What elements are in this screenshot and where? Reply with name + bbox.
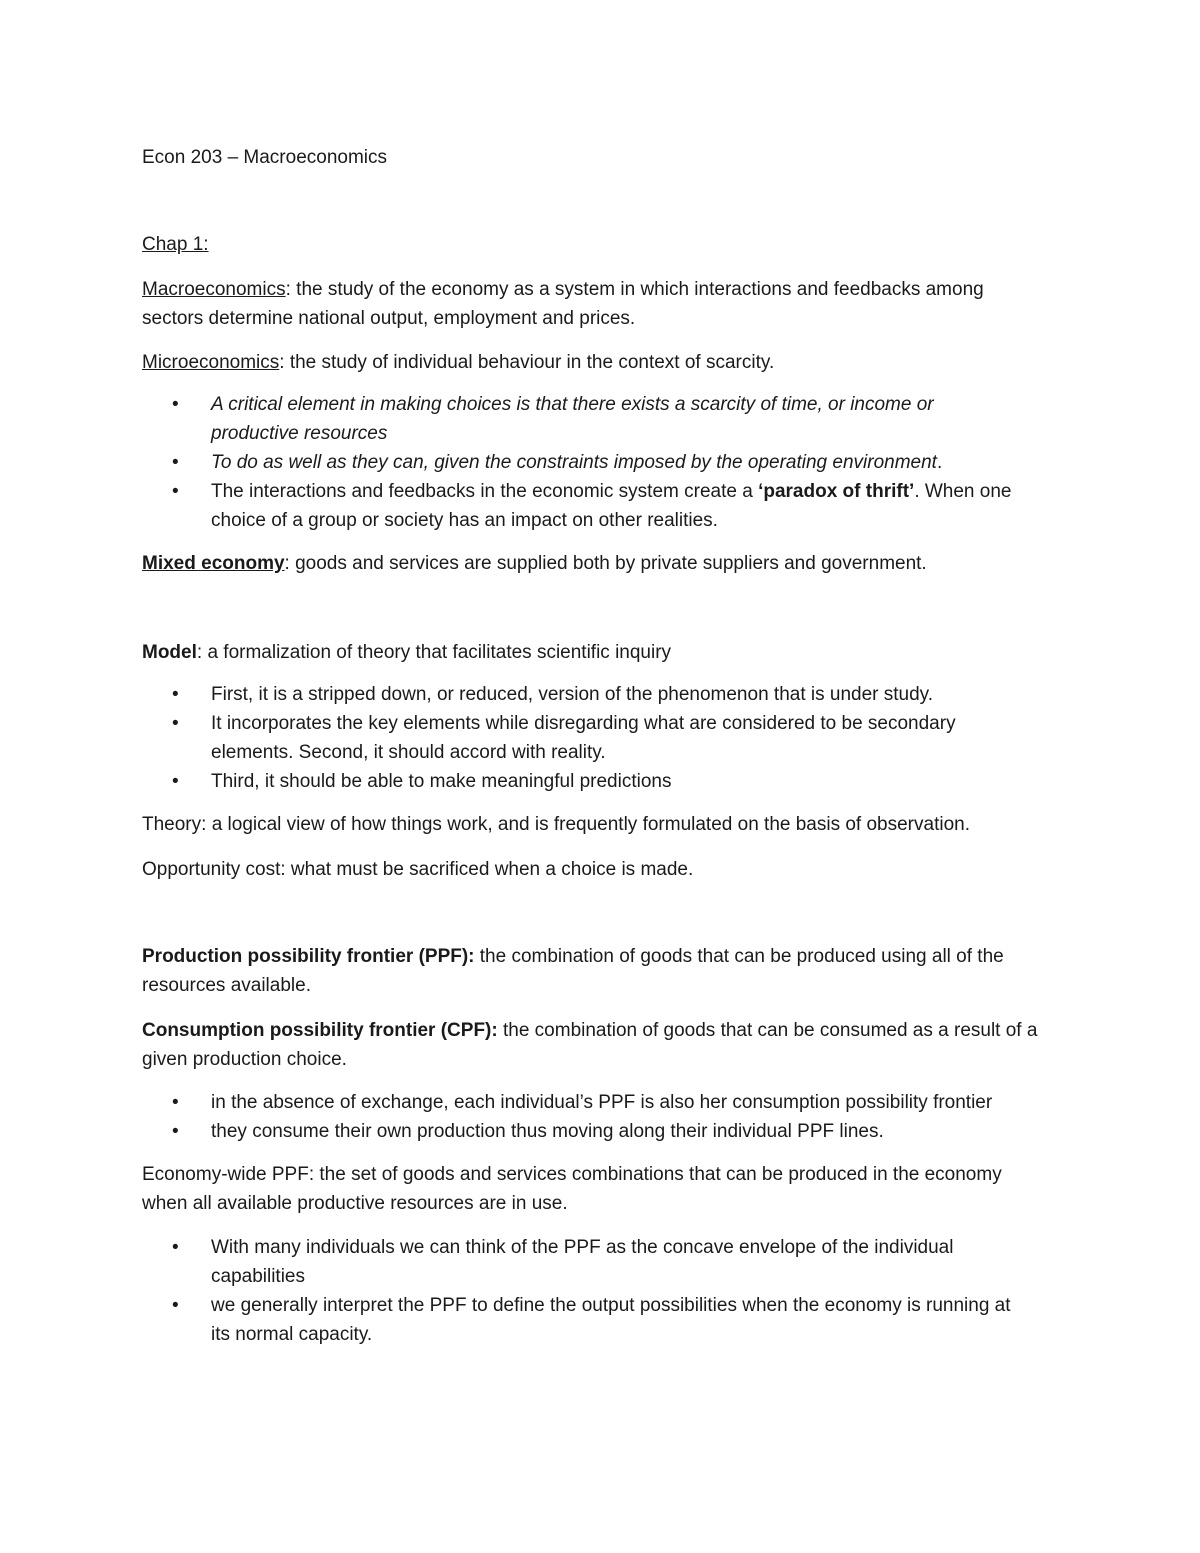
cpf-def-line2: given production choice.	[142, 1049, 347, 1070]
cpf-bullet-list	[142, 1088, 1102, 1146]
macroeconomics-def-line2: sectors determine national output, employment and prices.	[142, 308, 636, 329]
economy-bullet-1-line2: capabilities	[211, 1266, 305, 1287]
economy-wide-ppf-line2: when all available productive resources are in use.	[142, 1193, 568, 1214]
bullet-icon: •	[172, 684, 179, 705]
model-bullet-list	[142, 680, 1102, 796]
model-bullet-1: First, it is a stripped down, or reduced, version of the phenomenon that is under study.	[211, 684, 934, 705]
model-term: Model	[142, 642, 197, 663]
chapter-heading: Chap 1:	[142, 234, 209, 255]
micro-bullet-3-post: . When one	[914, 481, 1012, 502]
mixed-economy-colon: :	[284, 553, 290, 574]
model-bullet-2-line2: elements. Second, it should accord with reality.	[211, 742, 606, 763]
economy-bullet-1-line1: With many individuals we can think of the PPF as the concave envelope of the individual	[211, 1237, 954, 1258]
micro-bullet-1-line2: productive resources	[211, 423, 388, 444]
bullet-icon: •	[172, 1092, 179, 1113]
bullet-icon: •	[172, 1295, 179, 1316]
bullet-icon: •	[172, 452, 179, 473]
bullet-icon: •	[172, 1237, 179, 1258]
model-def: a formalization of theory that facilitates scientific inquiry	[202, 642, 672, 663]
economy-bullet-list	[142, 1233, 1102, 1349]
ppf-term: Production possibility frontier (PPF):	[142, 946, 475, 967]
list-item	[142, 680, 1102, 709]
economy-wide-ppf-definition: Economy-wide PPF: the set of goods and services combinations that can be produced in the economy	[142, 1164, 1002, 1185]
theory-definition: Theory: a logical view of how things work, and is frequently formulated on the basis of observation.	[142, 814, 970, 835]
model-bullet-3: Third, it should be able to make meaningful predictions	[211, 771, 672, 792]
macroeconomics-term: Macroeconomics	[142, 279, 286, 300]
cpf-def-line1: the combination of goods that can be consumed as a result of a	[497, 1020, 1038, 1041]
mixed-economy-term: Mixed economy	[142, 553, 285, 574]
list-item	[142, 448, 1102, 477]
bullet-icon: •	[172, 771, 179, 792]
bullet-icon: •	[172, 394, 179, 415]
microeconomics-def: the study of individual behaviour in the context of scarcity.	[284, 352, 775, 373]
microeconomics-bullet-list	[142, 390, 1102, 535]
economy-bullet-2-line1: we generally interpret the PPF to define the output possibilities when the economy is running at	[211, 1295, 1011, 1316]
list-item	[142, 1117, 1102, 1146]
micro-bullet-3-line2: choice of a group or society has an impact on other realities.	[211, 510, 718, 531]
macroeconomics-def-line1: the study of the economy as a system in which interactions and feedbacks among	[290, 279, 984, 300]
paradox-of-thrift: ‘paradox of thrift’	[758, 481, 915, 502]
cpf-definition	[142, 1016, 1037, 1045]
cpf-term: Consumption possibility frontier (CPF):	[142, 1020, 498, 1041]
micro-bullet-2: To do as well as they can, given the constraints imposed by the operating environment	[211, 452, 937, 473]
list-item	[142, 767, 1102, 796]
model-bullet-2-line1: It incorporates the key elements while disregarding what are considered to be secondary	[211, 713, 956, 734]
micro-bullet-1-line1: A critical element in making choices is that there exists a scarcity of time, or income or	[211, 394, 934, 415]
mixed-economy-def: goods and services are supplied both by private suppliers and government.	[289, 553, 927, 574]
microeconomics-definition	[142, 348, 774, 377]
cpf-bullet-2: they consume their own production thus moving along their individual PPF lines.	[211, 1121, 884, 1142]
micro-bullet-3-pre: The interactions and feedbacks in the economic system create a	[211, 481, 759, 502]
list-item	[142, 1233, 1102, 1291]
macroeconomics-definition	[142, 275, 984, 304]
list-item	[142, 1291, 1102, 1349]
mixed-economy-definition	[142, 549, 927, 578]
bullet-icon: •	[172, 481, 179, 502]
bullet-icon: •	[172, 713, 179, 734]
ppf-def-line1: the combination of goods that can be produced using all of the	[474, 946, 1004, 967]
course-title: Econ 203 – Macroeconomics	[142, 147, 388, 168]
micro-bullet-2-period: .	[936, 452, 943, 473]
list-item	[142, 1088, 1102, 1117]
microeconomics-colon: :	[279, 352, 285, 373]
model-colon: :	[196, 642, 203, 663]
bullet-icon: •	[172, 1121, 179, 1142]
list-item	[142, 709, 1102, 767]
list-item	[142, 390, 1102, 448]
model-definition	[142, 638, 671, 667]
list-item	[142, 477, 1102, 535]
ppf-def-line2: resources available.	[142, 975, 311, 996]
macroeconomics-colon: :	[285, 279, 291, 300]
microeconomics-term: Microeconomics	[142, 352, 280, 373]
cpf-bullet-1: in the absence of exchange, each individual’s PPF is also her consumption possibility frontier	[211, 1092, 993, 1113]
ppf-definition	[142, 942, 1004, 971]
economy-bullet-2-line2: its normal capacity.	[211, 1324, 373, 1345]
opportunity-cost-definition: Opportunity cost: what must be sacrificed when a choice is made.	[142, 859, 694, 880]
